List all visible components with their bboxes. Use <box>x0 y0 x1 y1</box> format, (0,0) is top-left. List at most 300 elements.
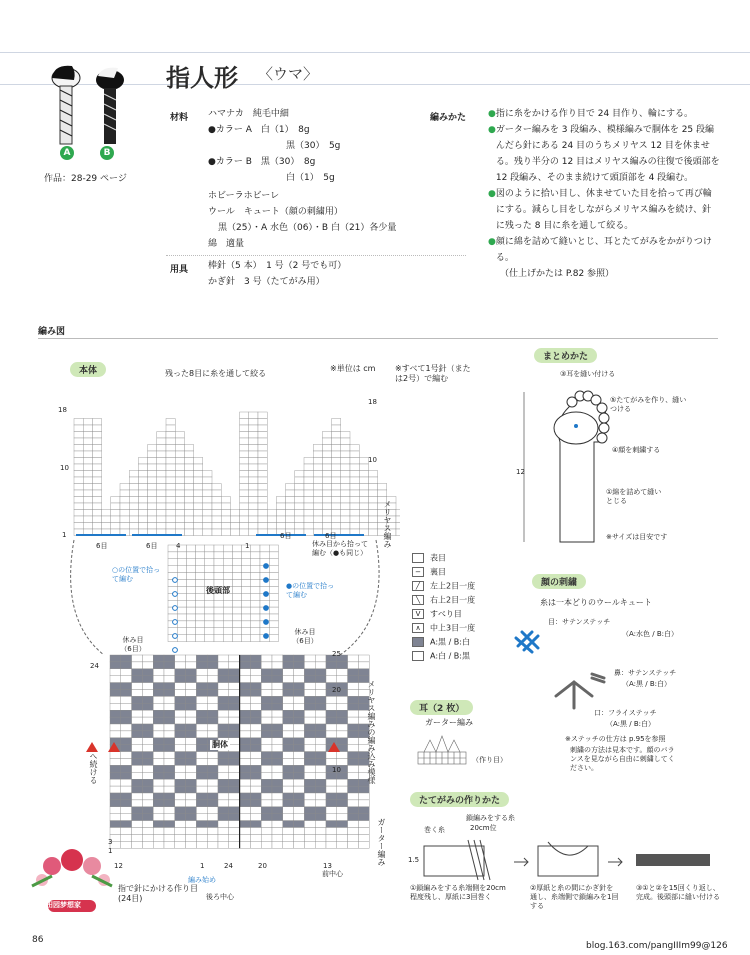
grid-cell <box>205 552 214 559</box>
howto-finish: （仕上げかたは P.82 参照） <box>500 269 615 279</box>
grid-cell <box>322 523 331 530</box>
legend-item: − 裏目 <box>412 567 446 578</box>
grid-cell <box>269 559 278 566</box>
grid-cell <box>337 814 348 821</box>
grid-cell <box>214 614 223 621</box>
grid-cell <box>153 683 164 690</box>
grid-cell <box>120 510 129 517</box>
grid-cell <box>205 614 214 621</box>
grid-cell <box>121 786 132 793</box>
grid-cell <box>196 834 207 841</box>
grid-cell <box>218 779 229 786</box>
grid-cell <box>177 600 186 607</box>
grid-cell <box>269 552 278 559</box>
grid-cell <box>229 731 240 738</box>
grid-cell <box>332 516 341 523</box>
grid-cell <box>214 545 223 552</box>
grid-cell <box>283 821 294 828</box>
grid-cell <box>348 731 359 738</box>
grid-cell <box>132 807 143 814</box>
grid-cell <box>196 710 207 717</box>
grid-cell <box>120 523 129 530</box>
grid-cell <box>260 552 269 559</box>
grid-cell <box>249 445 258 452</box>
grid-cell <box>132 710 143 717</box>
grid-cell <box>240 669 251 676</box>
grid-cell <box>304 710 315 717</box>
grid-cell <box>121 717 132 724</box>
grid-cell <box>121 814 132 821</box>
grid-cell <box>272 703 283 710</box>
grid-cell <box>313 516 322 523</box>
grid-cell <box>250 731 261 738</box>
grid-cell <box>269 621 278 628</box>
mane-height: 1.5 <box>408 856 420 864</box>
grid-cell <box>337 662 348 669</box>
grid-cell <box>272 731 283 738</box>
grid-cell <box>129 497 138 504</box>
grid-cell <box>196 676 207 683</box>
grid-cell <box>240 412 249 419</box>
grid-cell <box>348 683 359 690</box>
pickup-marker <box>264 592 269 597</box>
grid-cell <box>283 710 294 717</box>
mat-line: 黒（30） 5g <box>286 141 341 151</box>
grid-cell <box>175 438 184 445</box>
grid-cell <box>283 841 294 848</box>
grid-cell <box>142 834 153 841</box>
grid-cell <box>337 703 348 710</box>
grid-cell <box>132 793 143 800</box>
grid-cell <box>269 545 278 552</box>
grid-cell <box>74 523 83 530</box>
grid-cell <box>368 529 377 536</box>
materials-label: 材料 <box>170 113 189 123</box>
grid-cell <box>142 703 153 710</box>
grid-cell <box>269 586 278 593</box>
grid-cell <box>207 710 218 717</box>
grid-cell <box>175 765 186 772</box>
grid-cell <box>294 772 305 779</box>
grid-cell <box>348 669 359 676</box>
row-label-1: 1 <box>62 531 67 539</box>
grid-cell <box>358 834 369 841</box>
grid-cell <box>242 573 251 580</box>
grid-cell <box>142 745 153 752</box>
grid-cell <box>229 676 240 683</box>
grid-cell <box>294 834 305 841</box>
grid-cell <box>283 800 294 807</box>
grid-cell <box>207 703 218 710</box>
grid-cell <box>322 464 331 471</box>
grid-cell <box>207 717 218 724</box>
grid-cell <box>359 490 368 497</box>
grid-cell <box>207 828 218 835</box>
grid-cell <box>295 516 304 523</box>
grid-cell <box>240 703 251 710</box>
grid-cell <box>203 471 212 478</box>
grid-cell <box>164 745 175 752</box>
rest-left-label: 休み目（6目） <box>120 636 146 653</box>
grid-cell <box>175 676 186 683</box>
start-label: 編み始め <box>188 876 216 884</box>
grid-cell <box>205 545 214 552</box>
grid-cell <box>196 841 207 848</box>
grid-cell <box>276 516 285 523</box>
grid-cell <box>186 765 197 772</box>
face-mouth-color: （A:黒 / B:白） <box>606 720 655 728</box>
grid-cell <box>129 523 138 530</box>
grid-cell <box>315 779 326 786</box>
grid-cell <box>74 484 83 491</box>
grid-cell <box>304 745 315 752</box>
grid-cell <box>186 696 197 703</box>
grid-cell <box>295 471 304 478</box>
grid-cell <box>132 669 143 676</box>
grid-cell <box>129 490 138 497</box>
grid-cell <box>186 545 195 552</box>
grid-cell <box>196 793 207 800</box>
grid-cell <box>132 738 143 745</box>
grid-cell <box>132 772 143 779</box>
grid-cell <box>121 779 132 786</box>
grid-cell <box>294 738 305 745</box>
grid-cell <box>242 586 251 593</box>
grid-cell <box>218 786 229 793</box>
grid-cell <box>153 731 164 738</box>
grid-cell <box>269 607 278 614</box>
grid-cell <box>313 471 322 478</box>
grid-cell <box>304 464 313 471</box>
grid-cell <box>142 807 153 814</box>
grid-cell <box>207 759 218 766</box>
mane-diagram <box>418 836 718 890</box>
grid-cell <box>186 635 195 642</box>
grid-cell <box>121 676 132 683</box>
grid-cell <box>326 676 337 683</box>
grid-cell <box>304 717 315 724</box>
grid-cell <box>157 497 166 504</box>
grid-cell <box>229 807 240 814</box>
grid-cell <box>315 662 326 669</box>
grid-cell <box>175 510 184 517</box>
grid-cell <box>272 834 283 841</box>
finish-diagram <box>520 382 620 552</box>
grid-cell <box>337 834 348 841</box>
grid-cell <box>223 545 232 552</box>
grid-cell <box>111 523 120 530</box>
ear-chart <box>416 732 472 766</box>
grid-cell <box>229 703 240 710</box>
mat-line: ホビーラホビーレ <box>208 191 280 201</box>
grid-cell <box>110 759 121 766</box>
grid-cell <box>304 477 313 484</box>
grid-cell <box>166 516 175 523</box>
grid-cell <box>378 490 387 497</box>
grid-cell <box>337 717 348 724</box>
pickup-marker <box>264 578 269 583</box>
grid-cell <box>196 821 207 828</box>
grid-cell <box>272 793 283 800</box>
grid-cell <box>240 765 251 772</box>
cast-on-label: 指で針にかける作り目(24目) <box>118 884 198 903</box>
grid-cell <box>153 724 164 731</box>
grid-cell <box>142 821 153 828</box>
grid-cell <box>138 471 147 478</box>
grid-cell <box>240 529 249 536</box>
col-label-13: 13 <box>323 862 332 870</box>
grid-cell <box>251 566 260 573</box>
grid-cell <box>261 779 272 786</box>
grid-cell <box>164 738 175 745</box>
grid-cell <box>121 800 132 807</box>
grid-cell <box>175 724 186 731</box>
grid-cell <box>261 793 272 800</box>
grid-cell <box>110 786 121 793</box>
grid-cell <box>196 724 207 731</box>
grid-cell <box>83 497 92 504</box>
grid-cell <box>175 793 186 800</box>
grid-cell <box>242 607 251 614</box>
grid-cell <box>261 759 272 766</box>
grid-cell <box>177 580 186 587</box>
grid-cell <box>337 821 348 828</box>
grid-cell <box>261 662 272 669</box>
grid-cell <box>295 523 304 530</box>
grid-cell <box>153 690 164 697</box>
grid-cell <box>120 490 129 497</box>
grid-cell <box>229 752 240 759</box>
grid-cell <box>83 516 92 523</box>
grid-cell <box>359 510 368 517</box>
grid-cell <box>240 464 249 471</box>
grid-cell <box>359 516 368 523</box>
grid-cell <box>368 497 377 504</box>
grid-cell <box>242 600 251 607</box>
grid-cell <box>368 471 377 478</box>
grid-cell <box>110 703 121 710</box>
grid-cell <box>83 451 92 458</box>
grid-cell <box>196 752 207 759</box>
grid-cell <box>332 438 341 445</box>
grid-cell <box>207 676 218 683</box>
grid-cell <box>196 559 205 566</box>
grid-cell <box>348 786 359 793</box>
grid-cell <box>315 655 326 662</box>
grid-cell <box>186 690 197 697</box>
grid-cell <box>326 710 337 717</box>
grid-cell <box>212 516 221 523</box>
grid-cell <box>132 765 143 772</box>
grid-cell <box>272 717 283 724</box>
finish-size: ※サイズは目安です <box>606 533 668 541</box>
grid-cell <box>129 503 138 510</box>
grid-cell <box>132 786 143 793</box>
page-subtitle: 〈ウマ〉 <box>258 65 319 83</box>
grid-cell <box>350 484 359 491</box>
grid-cell <box>283 662 294 669</box>
grid-cell <box>229 724 240 731</box>
grid-cell <box>184 529 193 536</box>
grid-cell <box>250 765 261 772</box>
grid-cell <box>74 516 83 523</box>
grid-cell <box>315 731 326 738</box>
grid-cell <box>132 759 143 766</box>
grid-cell <box>153 752 164 759</box>
grid-cell <box>337 710 348 717</box>
grid-cell <box>148 451 157 458</box>
grid-cell <box>240 841 251 848</box>
knit-chart <box>40 380 400 880</box>
puppet-photo <box>44 60 140 148</box>
grid-cell <box>132 696 143 703</box>
grid-cell <box>250 690 261 697</box>
grid-cell <box>304 793 315 800</box>
grid-cell <box>294 759 305 766</box>
grid-cell <box>283 669 294 676</box>
grid-cell <box>350 510 359 517</box>
grid-cell <box>157 432 166 439</box>
grid-cell <box>286 490 295 497</box>
grid-cell <box>212 510 221 517</box>
grid-cell <box>258 484 267 491</box>
blog-credit: blog.163.com/pangIIIm99@126 <box>586 941 728 951</box>
stockinette-label-top: メリヤス編み <box>383 500 392 548</box>
grid-cell <box>258 477 267 484</box>
grid-cell <box>304 821 315 828</box>
grid-cell <box>249 451 258 458</box>
mat-line: 白（1） 5g <box>286 173 335 183</box>
face-pill: 顔の刺繍 <box>532 574 586 589</box>
grid-cell <box>74 464 83 471</box>
grid-cell <box>240 676 251 683</box>
grid-cell <box>251 614 260 621</box>
mane-step-2: ②厚紙と糸の間にかぎ針を通し、糸端側で鎖編みを1回する <box>530 884 619 910</box>
grid-cell <box>348 752 359 759</box>
grid-cell <box>249 419 258 426</box>
grid-cell <box>207 669 218 676</box>
grid-cell <box>322 458 331 465</box>
grid-cell <box>132 703 143 710</box>
grid-cell <box>223 607 232 614</box>
grid-cell <box>164 676 175 683</box>
grid-cell <box>250 669 261 676</box>
grid-cell <box>348 814 359 821</box>
grid-cell <box>359 484 368 491</box>
grid-cell <box>157 438 166 445</box>
grid-cell <box>184 516 193 523</box>
grid-cell <box>348 772 359 779</box>
grid-cell <box>157 445 166 452</box>
grid-cell <box>272 745 283 752</box>
grid-cell <box>175 821 186 828</box>
grid-cell <box>194 510 203 517</box>
grid-cell <box>250 772 261 779</box>
grid-cell <box>207 807 218 814</box>
grid-cell <box>251 600 260 607</box>
grid-cell <box>313 497 322 504</box>
grid-cell <box>83 438 92 445</box>
grid-cell <box>261 731 272 738</box>
grid-cell <box>186 580 195 587</box>
grid-cell <box>341 477 350 484</box>
grid-cell <box>240 731 251 738</box>
grid-cell <box>157 503 166 510</box>
grid-cell <box>164 655 175 662</box>
grid-cell <box>175 752 186 759</box>
howto-step: ● ガーター編みを 3 段編み、模様編みで胴体を 25 段編んだら針にある 24 目のうちメリヤス 12 目を休ませる。残り半分の 12 目はメリヤス編みの往復で後頭部を 12 段編み、そのまま続けて頭頂部を 4 段編む。 <box>488 125 720 183</box>
grid-cell <box>272 669 283 676</box>
grid-cell <box>258 523 267 530</box>
grid-cell <box>166 510 175 517</box>
grid-cell <box>164 834 175 841</box>
grid-cell <box>304 696 315 703</box>
grid-cell <box>249 497 258 504</box>
grid-cell <box>164 772 175 779</box>
grid-cell <box>74 432 83 439</box>
grid-cell <box>322 484 331 491</box>
grid-cell <box>261 655 272 662</box>
grid-cell <box>230 523 239 530</box>
grid-cell <box>337 779 348 786</box>
grid-cell <box>272 772 283 779</box>
finish-step-1: ①綿を詰めて縫いとじる <box>606 488 662 505</box>
grid-cell <box>368 477 377 484</box>
grid-cell <box>229 772 240 779</box>
grid-cell <box>326 841 337 848</box>
grid-cell <box>249 471 258 478</box>
grid-cell <box>138 490 147 497</box>
grid-cell <box>214 600 223 607</box>
grid-cell <box>207 683 218 690</box>
grid-cell <box>322 510 331 517</box>
grid-cell <box>272 655 283 662</box>
grid-cell <box>164 752 175 759</box>
grid-cell <box>92 503 101 510</box>
grid-cell <box>83 484 92 491</box>
grid-cell <box>168 559 177 566</box>
grid-cell <box>142 662 153 669</box>
back-head-label: 後頭部 <box>206 586 230 595</box>
grid-cell <box>138 516 147 523</box>
grid-cell <box>261 800 272 807</box>
grid-cell <box>337 828 348 835</box>
grid-cell <box>92 445 101 452</box>
grid-cell <box>164 793 175 800</box>
grid-cell <box>148 477 157 484</box>
grid-cell <box>348 779 359 786</box>
row-label-1-body: 1 <box>108 847 113 855</box>
grid-cell <box>315 703 326 710</box>
legend-item: ╱ 左上2目一度 <box>412 581 475 592</box>
grid-cell <box>283 779 294 786</box>
pickup-marker <box>173 620 178 625</box>
grid-cell <box>175 683 186 690</box>
grid-cell <box>326 821 337 828</box>
grid-cell <box>249 432 258 439</box>
grid-cell <box>295 477 304 484</box>
grid-cell <box>177 593 186 600</box>
grid-cell <box>251 573 260 580</box>
grid-cell <box>153 841 164 848</box>
grid-cell <box>186 607 195 614</box>
grid-cell <box>186 814 197 821</box>
grid-cell <box>272 752 283 759</box>
grid-cell <box>337 669 348 676</box>
grid-cell <box>92 523 101 530</box>
grid-cell <box>240 662 251 669</box>
grid-cell <box>240 503 249 510</box>
